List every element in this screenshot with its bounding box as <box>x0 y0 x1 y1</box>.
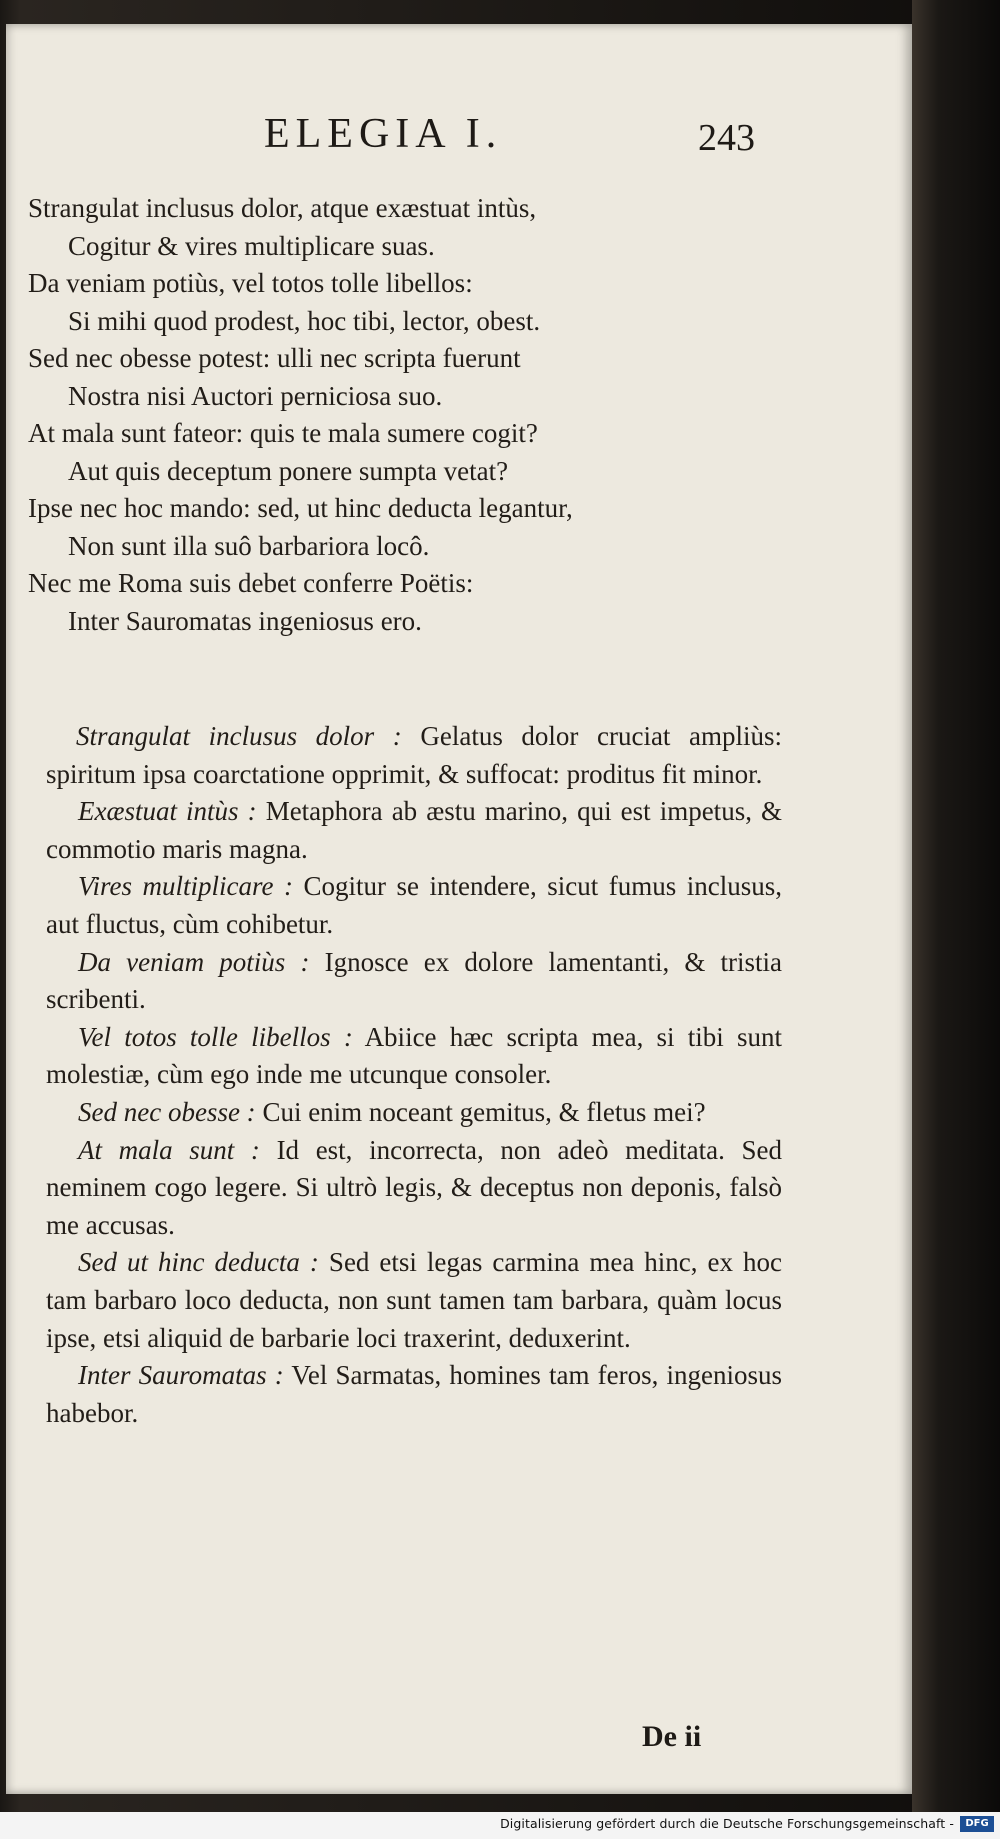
verse-line: Aut quis deceptum ponere sumpta vetat? <box>68 455 509 486</box>
page-header <box>6 110 912 170</box>
commentary-note <box>46 1132 782 1245</box>
lemma: Da veniam potiùs : <box>78 946 310 977</box>
verse-line: Da veniam potiùs, vel totos tolle libellos: <box>28 268 473 298</box>
verse-block <box>28 190 888 640</box>
book-gutter <box>912 0 1000 1839</box>
note-text: Vel Sarmatas, homines tam feros, ingeniosus habebor. <box>46 1360 783 1428</box>
verse-line: At mala sunt fateor: quis te mala sumere cogit? <box>28 418 538 448</box>
dfg-logo: DFG <box>960 1816 994 1832</box>
commentary-note <box>46 1357 782 1432</box>
note-text: Cui enim noceant gemitus, & fletus mei? <box>262 1096 706 1127</box>
lemma: Vel totos tolle libellos : <box>78 1021 353 1052</box>
verse-line: Cogitur & vires multiplicare suas. <box>68 230 435 261</box>
verse-line: Inter Sauromatas ingeniosus ero. <box>68 605 422 636</box>
catchword: De ii <box>642 1720 702 1753</box>
verse-line: Nec me Roma suis debet conferre Poëtis: <box>28 568 474 598</box>
verse-line: Non sunt illa suô barbariora locô. <box>68 530 430 561</box>
digitization-credit: Digitalisierung gefördert durch die Deutsche Forschungsgemeinschaft - <box>500 1816 954 1831</box>
commentary-note <box>46 868 782 943</box>
note-text: Metaphora ab æstu marino, qui est impetus, & commotio maris magna. <box>46 796 783 864</box>
lemma: Sed nec obesse : <box>78 1096 256 1127</box>
commentary-note <box>46 793 782 868</box>
lemma: Strangulat inclusus dolor : <box>76 721 402 751</box>
running-title: ELEGIA I. <box>264 111 503 157</box>
book-page <box>6 24 912 1794</box>
verse-line: Si mihi quod prodest, hoc tibi, lector, obest. <box>68 305 541 336</box>
verse-line: Strangulat inclusus dolor, atque exæstuat intùs, <box>28 193 537 223</box>
note-text: Id est, incorrecta, non adeò meditata. Sed neminem cogo legere. Si ultrò legis, & deceptus non deponis, falsò me accusas. <box>46 1134 782 1240</box>
commentary-note <box>46 1094 782 1132</box>
commentary-note <box>46 1244 782 1357</box>
page-number: 243 <box>698 117 755 159</box>
note-text: Sed etsi legas carmina mea hinc, ex hoc tam barbaro loco deducta, non sunt tamen tam barbara, quàm locus ipse, etsi aliquid de barbarie loci traxerint, deduxerint. <box>46 1247 782 1353</box>
note-text: Gelatus dolor cruciat ampliùs: spiritum ipsa coarctatione opprimit, & suffocat: proditus fit minor. <box>46 721 783 789</box>
lemma: Sed ut hinc deducta : <box>78 1247 319 1278</box>
note-text: Cogitur se intendere, sicut fumus inclusus, aut fluctus, cùm cohibetur. <box>46 871 782 939</box>
lemma: Exæstuat intùs : <box>78 796 257 827</box>
verse-line: Sed nec obesse potest: ulli nec scripta fuerunt <box>28 343 521 373</box>
verse-line: Nostra nisi Auctori perniciosa suo. <box>68 380 443 411</box>
lemma: At mala sunt : <box>78 1134 260 1165</box>
commentary-note <box>46 1019 782 1094</box>
lemma: Vires multiplicare : <box>78 871 293 902</box>
commentary-note <box>46 718 782 793</box>
note-text: Ignosce ex dolore lamentanti, & tristia scribenti. <box>46 946 782 1015</box>
verse-line: Ipse nec hoc mando: sed, ut hinc deducta legantur, <box>28 493 573 523</box>
commentary-note <box>46 944 782 1019</box>
note-text: Abiice hæc scripta mea, si tibi sunt molestiæ, cùm ego inde me utcunque consoler. <box>46 1021 782 1090</box>
lemma: Inter Sauromatas : <box>78 1360 284 1391</box>
commentary-block <box>46 718 782 1432</box>
